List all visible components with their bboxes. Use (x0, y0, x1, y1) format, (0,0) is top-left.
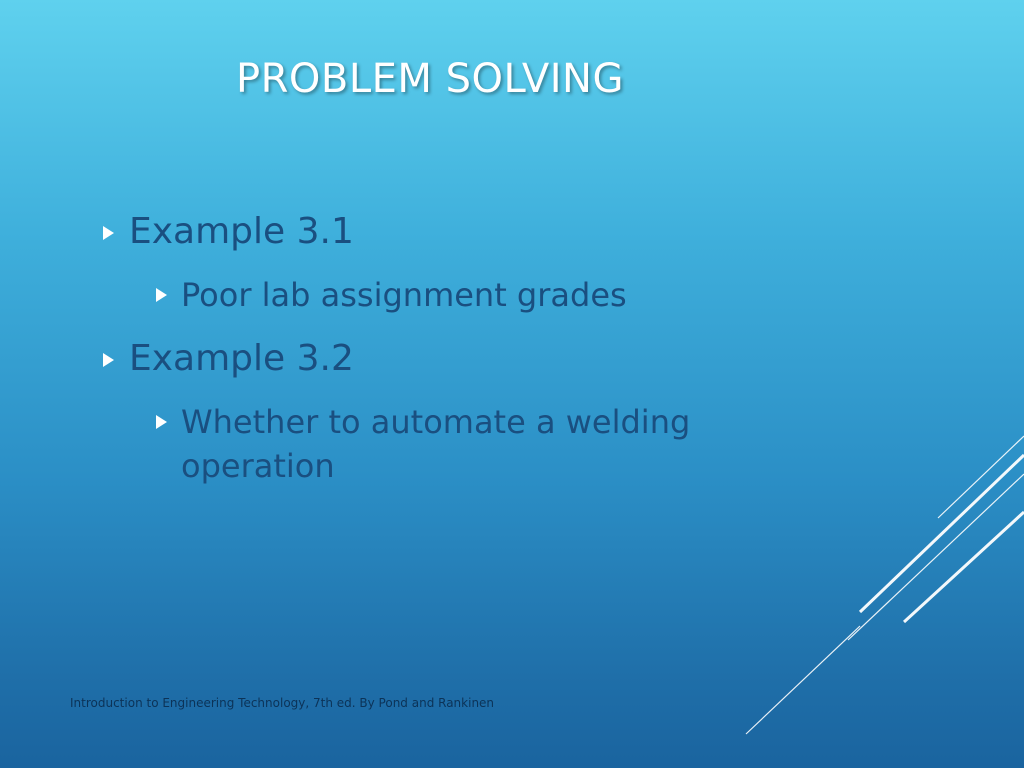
sub-bullet-item (156, 400, 781, 488)
bullet-text: Example 3.2 (129, 338, 354, 379)
bullet-arrow-icon (156, 288, 167, 302)
decorative-line (904, 512, 1024, 622)
sub-bullet-text: Poor lab assignment grades (181, 276, 627, 314)
decorative-line (938, 436, 1024, 518)
decorative-line (848, 474, 1024, 640)
slide-footer: Introduction to Engineering Technology, 7th ed. By Pond and Rankinen (70, 696, 495, 710)
sub-bullet-item (156, 273, 627, 317)
bullet-item (103, 337, 354, 381)
decorative-line (746, 626, 860, 734)
bullet-arrow-icon (103, 353, 114, 367)
decorative-line (860, 455, 1024, 612)
bullet-arrow-icon (156, 415, 167, 429)
slide-title: PROBLEM SOLVING (236, 56, 624, 102)
sub-bullet-text: Whether to automate a welding operation (181, 403, 691, 485)
bullet-text: Example 3.1 (129, 211, 354, 252)
bullet-item (103, 210, 354, 254)
bullet-arrow-icon (103, 226, 114, 240)
